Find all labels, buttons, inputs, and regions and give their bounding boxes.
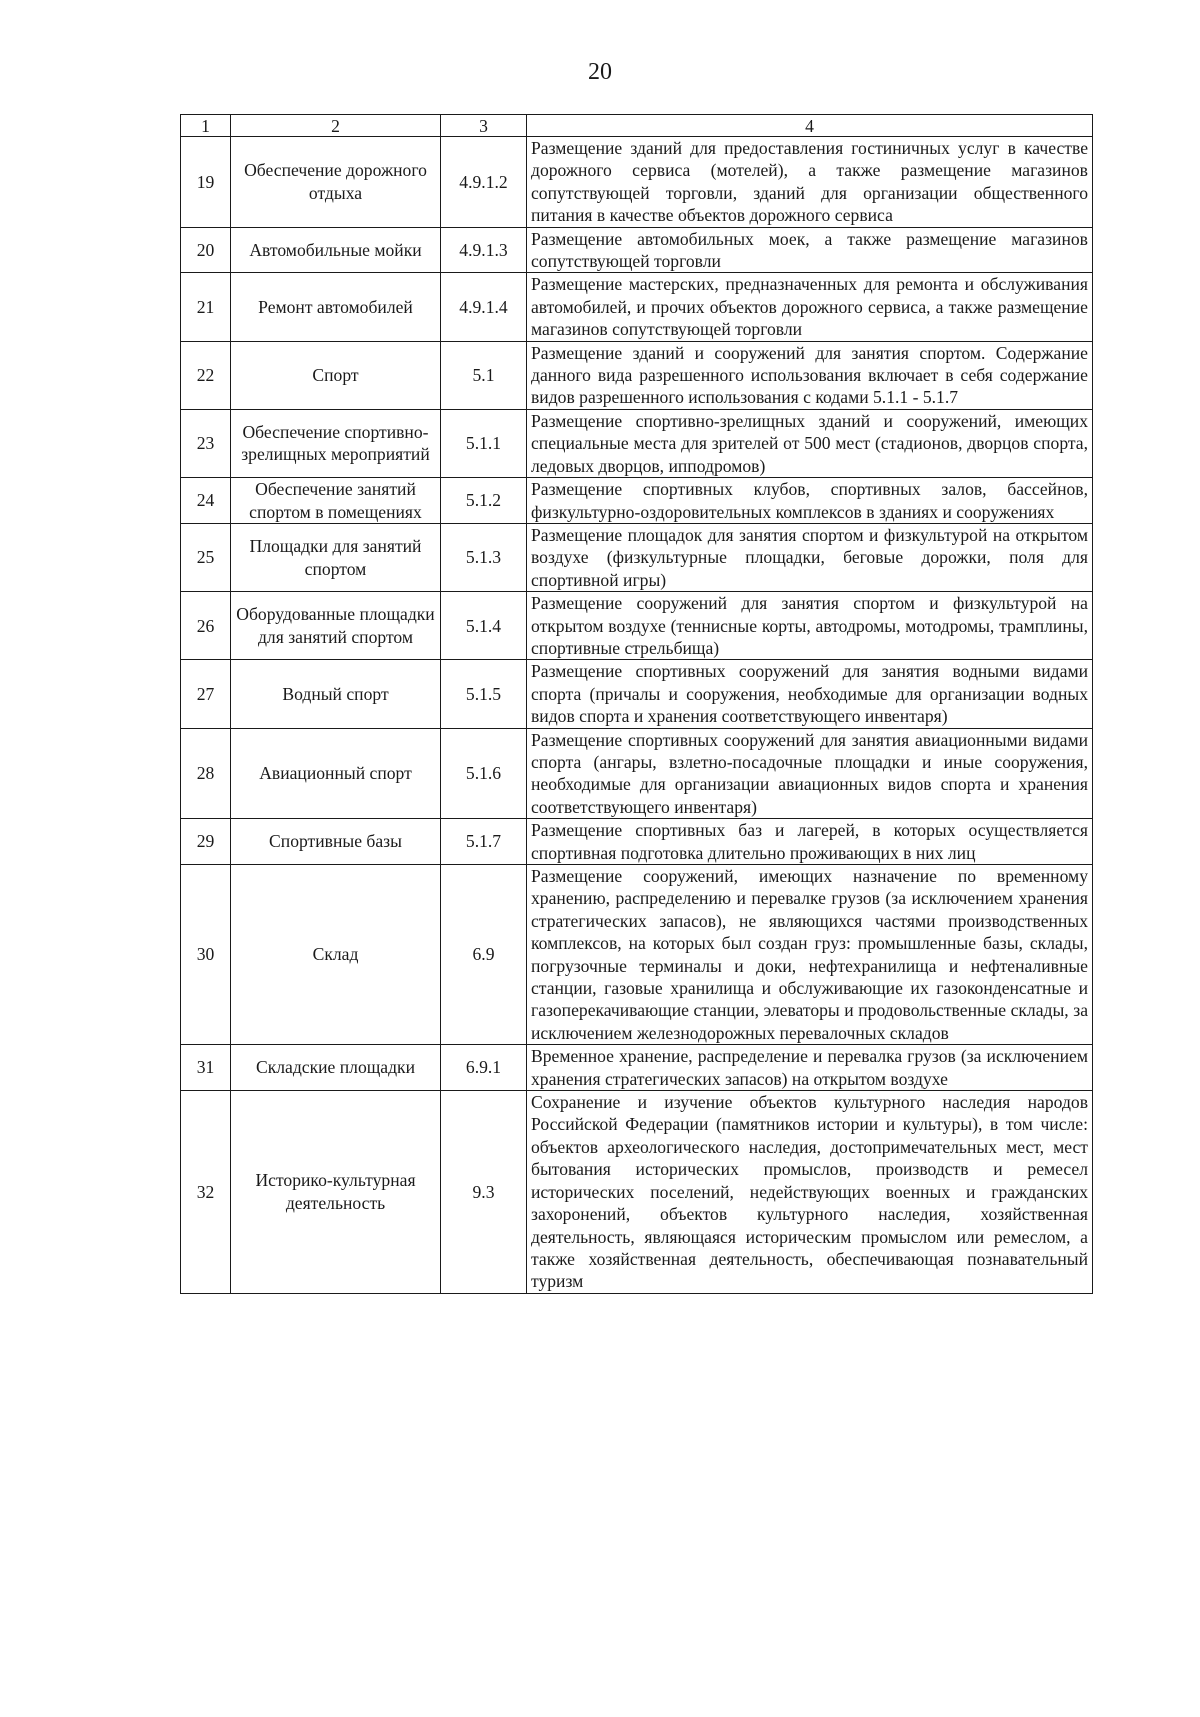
row-code: 5.1.3 <box>441 523 527 591</box>
row-description: Размещение площадок для занятия спортом и физкультурой на открытом воздухе (физкультурные площадки, беговые дорожки, поля для спортивной игры) <box>527 523 1093 591</box>
row-name: Спорт <box>231 341 441 409</box>
row-description: Размещение мастерских, предназначенных для ремонта и обслуживания автомобилей, и прочих объектов дорожного сервиса, а также размещение магазинов сопутствующей торговли <box>527 273 1093 341</box>
row-number: 30 <box>181 865 231 1045</box>
table-row <box>181 478 1093 524</box>
row-description: Размещение спортивно-зрелищных зданий и сооружений, имеющих специальные места для зрителей от 500 мест (стадионов, дворцов спорта, ледовых дворцов, ипподромов) <box>527 409 1093 477</box>
table-row <box>181 728 1093 819</box>
row-description: Сохранение и изучение объектов культурного наследия народов Российской Федерации (памятников истории и культуры), в том числе: объектов археологического наследия, достопримечательных мест, мест бытования исторических промыслов, производств и ремесел исторических поселений, недействующих военных и гражданских захоронений, объектов культурного наследия, хозяйственная деятельность, являющаяся историческим промыслом или ремеслом, а также хозяйственная деятельность, обеспечивающая познавательный туризм <box>527 1091 1093 1294</box>
table-row <box>181 273 1093 341</box>
table-row <box>181 523 1093 591</box>
row-description: Размещение сооружений, имеющих назначение по временному хранению, распределению и перевалке грузов (за исключением хранения стратегических запасов), не являющихся частями производственных комплексов, на которых был создан груз: промышленные базы, склады, погрузочные терминалы и доки, нефтехранилища и нефтеналивные станции, газовые хранилища и обслуживающие их газоконденсатные и газоперекачивающие станции, элеваторы и продовольственные склады, за исключением железнодорожных перевалочных складов <box>527 865 1093 1045</box>
row-description: Размещение зданий и сооружений для занятия спортом. Содержание данного вида разрешенного использования включает в себя содержание видов разрешенного использования с кодами 5.1.1 - 5.1.7 <box>527 341 1093 409</box>
row-number: 22 <box>181 341 231 409</box>
table-row <box>181 819 1093 865</box>
row-number: 27 <box>181 660 231 728</box>
row-number: 21 <box>181 273 231 341</box>
row-number: 32 <box>181 1091 231 1294</box>
table-row <box>181 1045 1093 1091</box>
row-number: 19 <box>181 137 231 228</box>
row-description: Размещение спортивных клубов, спортивных залов, бассейнов, физкультурно-оздоровительных комплексов в зданиях и сооружениях <box>527 478 1093 524</box>
row-code: 5.1.4 <box>441 592 527 660</box>
row-name: Обеспечение занятий спортом в помещениях <box>231 478 441 524</box>
row-number: 31 <box>181 1045 231 1091</box>
table-row <box>181 865 1093 1045</box>
row-code: 4.9.1.2 <box>441 137 527 228</box>
row-name: Склад <box>231 865 441 1045</box>
row-code: 5.1 <box>441 341 527 409</box>
table-row <box>181 341 1093 409</box>
row-name: Обеспечение дорожного отдыха <box>231 137 441 228</box>
row-description: Размещение спортивных сооружений для занятия авиационными видами спорта (ангары, взлетно-посадочные площадки и иные сооружения, необходимые для организации авиационных видов спорта и хранения соответствующего инвентаря) <box>527 728 1093 819</box>
row-name: Водный спорт <box>231 660 441 728</box>
column-header-code: 3 <box>441 115 527 137</box>
row-code: 5.1.2 <box>441 478 527 524</box>
row-name: Историко-культурная деятельность <box>231 1091 441 1294</box>
column-header-description: 4 <box>527 115 1093 137</box>
row-name: Спортивные базы <box>231 819 441 865</box>
row-number: 24 <box>181 478 231 524</box>
row-name: Ремонт автомобилей <box>231 273 441 341</box>
row-description: Временное хранение, распределение и перевалка грузов (за исключением хранения стратегических запасов) на открытом воздухе <box>527 1045 1093 1091</box>
row-number: 20 <box>181 227 231 273</box>
land-use-table <box>180 114 1093 1294</box>
page-number: 20 <box>588 59 612 85</box>
row-name: Площадки для занятий спортом <box>231 523 441 591</box>
row-name: Автомобильные мойки <box>231 227 441 273</box>
table-row <box>181 409 1093 477</box>
row-code: 5.1.7 <box>441 819 527 865</box>
row-number: 26 <box>181 592 231 660</box>
column-header-name: 2 <box>231 115 441 137</box>
table-row <box>181 660 1093 728</box>
row-description: Размещение сооружений для занятия спортом и физкультурой на открытом воздухе (теннисные корты, автодромы, мотодромы, трамплины, спортивные стрельбища) <box>527 592 1093 660</box>
row-code: 9.3 <box>441 1091 527 1294</box>
row-description: Размещение зданий для предоставления гостиничных услуг в качестве дорожного сервиса (мотелей), а также размещение магазинов сопутствующей торговли, зданий для организации общественного питания в качестве объектов дорожного сервиса <box>527 137 1093 228</box>
column-header-number: 1 <box>181 115 231 137</box>
row-code: 5.1.1 <box>441 409 527 477</box>
table-row <box>181 592 1093 660</box>
row-code: 6.9.1 <box>441 1045 527 1091</box>
table-row <box>181 227 1093 273</box>
row-number: 23 <box>181 409 231 477</box>
table-row <box>181 1091 1093 1294</box>
row-number: 28 <box>181 728 231 819</box>
row-name: Авиационный спорт <box>231 728 441 819</box>
row-description: Размещение спортивных баз и лагерей, в которых осуществляется спортивная подготовка длительно проживающих в них лиц <box>527 819 1093 865</box>
row-number: 25 <box>181 523 231 591</box>
row-code: 5.1.5 <box>441 660 527 728</box>
row-number: 29 <box>181 819 231 865</box>
row-code: 6.9 <box>441 865 527 1045</box>
row-name: Обеспечение спортивно-зрелищных мероприятий <box>231 409 441 477</box>
row-name: Оборудованные площадки для занятий спортом <box>231 592 441 660</box>
row-code: 4.9.1.4 <box>441 273 527 341</box>
row-description: Размещение автомобильных моек, а также размещение магазинов сопутствующей торговли <box>527 227 1093 273</box>
row-code: 4.9.1.3 <box>441 227 527 273</box>
table-header-row <box>181 115 1093 137</box>
table-row <box>181 137 1093 228</box>
row-code: 5.1.6 <box>441 728 527 819</box>
row-description: Размещение спортивных сооружений для занятия водными видами спорта (причалы и сооружения, необходимые для организации водных видов спорта и хранения соответствующего инвентаря) <box>527 660 1093 728</box>
row-name: Складские площадки <box>231 1045 441 1091</box>
